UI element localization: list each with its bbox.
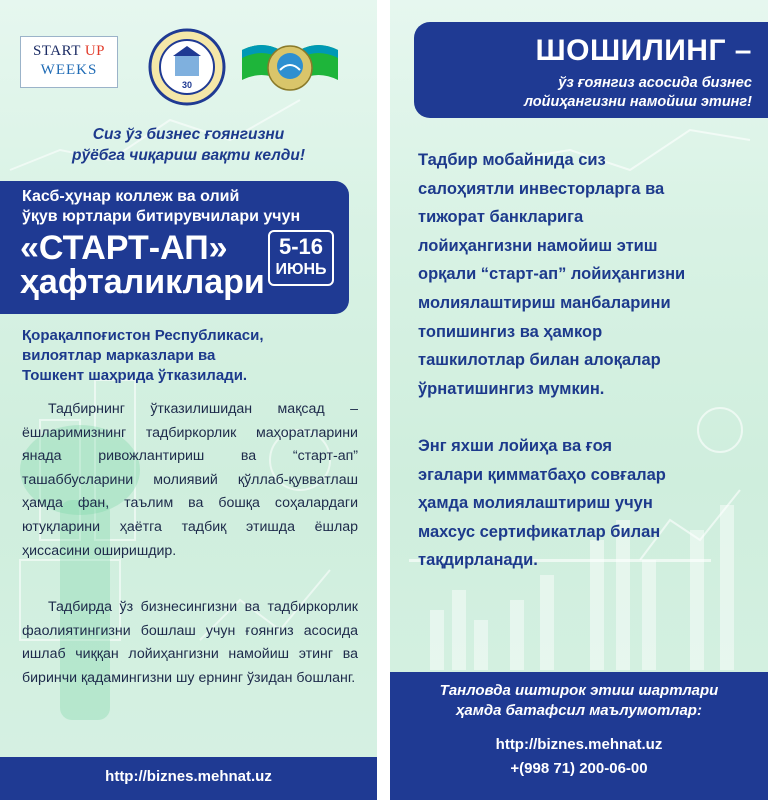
event-location: Қорақалпоғистон Республикаси, вилоятлар марказлари ва Тошкент шаҳрида ўтказилади. [22, 327, 264, 384]
right-flyer-panel [390, 0, 768, 800]
investor-info-text: Тадбир мобайнида сиз салоҳиятли инвесторларга ва тижорат банкларига лойиҳангизни намойиш этиш орқали “старт-ап” лойиҳангизни молиялаштириш манбаларини топишингиз ва ҳамкор ташкилотлар билан алоқалар ўрнатишингиз мумкин. [418, 151, 686, 398]
uzbekistan-emblem-icon [240, 36, 340, 100]
event-date-badge: 5-16 ИЮНЬ [268, 230, 334, 286]
logo-row [20, 28, 360, 108]
right-footer [390, 672, 768, 800]
svg-text:30: 30 [181, 80, 193, 90]
purpose-paragraph: Тадбирнинг ўтказилишидан мақсад – ёшларимизнинг тадбиркорлик маҳоратларини янада ривожлантириш ва “старт-ап” ташаббусларини молиявий қўллаб-қувватлаш ҳамда фан, таълим ва бошқа соҳалардаги ютуқларини ҳаётга тадбиқ этишда ёшлар ҳиссасини оширишдир. [22, 401, 358, 559]
conditions-note: Танловда иштирок этиш шартлари ҳамда батафсил маълумотлар: [439, 682, 719, 719]
event-title-box [0, 181, 349, 314]
website-link[interactable]: http://biznes.mehnat.uz [105, 768, 272, 785]
awards-info-text: Энг яхши лойиҳа ва ғоя эгалари қимматбаҳо совғалар ҳамда молиялаштириш учун махсус сертификатлар билан тақдирланади. [418, 437, 666, 570]
youth-union-seal-icon [148, 28, 226, 106]
startup-weeks-logo: START UP WEEKS [20, 36, 118, 88]
event-audience: Касб-ҳунар коллеж ва олий ўқув юртлари битирувчилари учун [22, 188, 301, 225]
phone-number[interactable]: +(998 71) 200-06-00 [510, 760, 648, 777]
left-footer [0, 757, 377, 800]
hurry-subtitle: ўз ғоянгиз асосида бизнес лойиҳангизни намойиш этинг! [523, 75, 752, 110]
invitation-paragraph: Тадбирда ўз бизнесингизни ва тадбиркорлик фаолиятингизни бошлаш учун ғоянгиз асосида ишлаб чиққан лойиҳангизни намойиш этинг ва биринчи қадамингизни шу ернинг ўзидан бошланг. [22, 599, 358, 686]
website-link[interactable]: http://biznes.mehnat.uz [495, 736, 663, 753]
event-title: «СТАРТ-АП» ҳафталиклари [20, 229, 265, 301]
call-to-action-header [414, 22, 768, 118]
slogan: Сиз ўз бизнес ғоянгизни рўёбга чиқариш вақти келди! [71, 126, 305, 164]
hurry-title: ШОШИЛИНГ – [535, 34, 752, 67]
left-flyer-panel [0, 0, 377, 800]
